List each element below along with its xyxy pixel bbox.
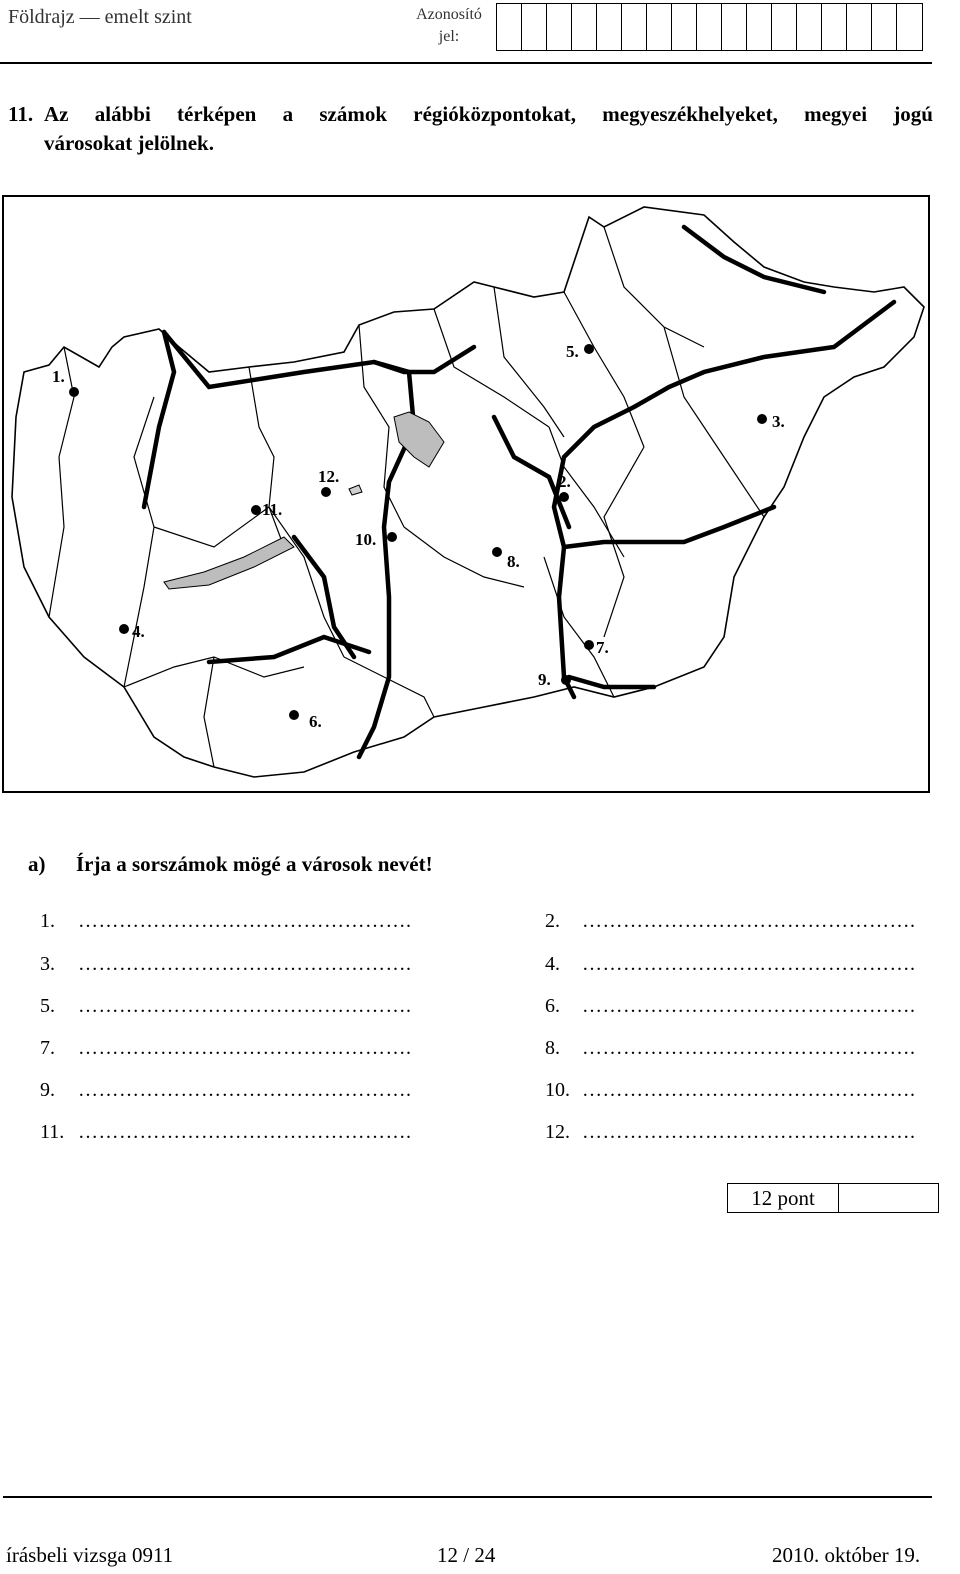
answer-number: 5.	[40, 995, 55, 1017]
question-text-line2: városokat jelölnek.	[44, 131, 214, 155]
answer-number: 10.	[545, 1079, 570, 1101]
city-label-12: 12.	[318, 467, 340, 486]
id-code-boxes[interactable]	[496, 3, 923, 51]
ipoly-river	[374, 347, 474, 372]
id-box[interactable]	[497, 4, 522, 50]
footer-page-number: 12 / 24	[437, 1543, 496, 1567]
id-box[interactable]	[572, 4, 597, 50]
answer-number: 9.	[40, 1079, 55, 1101]
answer-line[interactable]: ………………………………………….	[582, 953, 916, 975]
city-dot-10	[387, 532, 397, 542]
id-box[interactable]	[672, 4, 697, 50]
id-box[interactable]	[647, 4, 672, 50]
city-dot-8	[492, 547, 502, 557]
task-a-text: Írja a sorszámok mögé a városok nevét!	[76, 852, 433, 876]
answer-line[interactable]: ………………………………………….	[582, 1037, 916, 1059]
answer-number: 1.	[40, 910, 55, 932]
id-label	[408, 4, 490, 48]
city-dots	[69, 344, 767, 720]
map-svg	[4, 197, 928, 791]
id-box[interactable]	[722, 4, 747, 50]
footer-date: 2010. október 19.	[772, 1543, 921, 1567]
id-box[interactable]	[772, 4, 797, 50]
id-box[interactable]	[547, 4, 572, 50]
answer-number: 8.	[545, 1037, 560, 1059]
raba-river	[144, 332, 174, 507]
city-label-9: 9.	[538, 670, 551, 689]
id-box[interactable]	[897, 4, 922, 50]
task-a-label: a)	[28, 852, 46, 876]
city-dot-4	[119, 624, 129, 634]
city-label-11: 11.	[262, 500, 283, 519]
answer-number: 12.	[545, 1121, 570, 1143]
answer-line[interactable]: ………………………………………….	[582, 1079, 916, 1101]
answer-line[interactable]: ………………………………………….	[78, 1079, 412, 1101]
answer-number: 6.	[545, 995, 560, 1017]
city-label-8: 8.	[507, 552, 520, 571]
lake-velence	[349, 485, 362, 495]
lake-balaton	[164, 537, 294, 589]
answer-number: 11.	[40, 1121, 65, 1143]
city-label-7: 7.	[596, 638, 609, 657]
id-box[interactable]	[872, 4, 897, 50]
city-label-6: 6.	[309, 712, 322, 731]
id-box[interactable]	[522, 4, 547, 50]
score-label: 12 pont	[728, 1184, 839, 1212]
koros-river	[564, 507, 774, 547]
city-dot-3	[757, 414, 767, 424]
id-box[interactable]	[822, 4, 847, 50]
city-label-1: 1.	[52, 367, 65, 386]
answer-line[interactable]: ………………………………………….	[78, 1037, 412, 1059]
id-box[interactable]	[847, 4, 872, 50]
hungary-county-map	[2, 195, 930, 793]
question-text-line1: Az alábbi térképen a számok régióközpontokat, megyeszékhelyeket, megyei jogú	[44, 102, 933, 126]
city-dot-7	[584, 640, 594, 650]
footer-rule	[3, 1496, 932, 1498]
header-subject: Földrajz — emelt szint	[8, 6, 192, 28]
answer-line[interactable]: ………………………………………….	[582, 910, 916, 932]
answer-line[interactable]: ………………………………………….	[78, 995, 412, 1017]
city-dot-12	[321, 487, 331, 497]
answer-line[interactable]: ………………………………………….	[78, 953, 412, 975]
city-label-3: 3.	[772, 412, 785, 431]
city-label-5: 5.	[566, 342, 579, 361]
city-label-2: 2.	[558, 472, 571, 491]
answer-line[interactable]: ………………………………………….	[582, 1121, 916, 1143]
answer-number: 2.	[545, 910, 560, 932]
city-label-10: 10.	[355, 530, 377, 549]
footer-exam-code: írásbeli vizsga 0911	[6, 1543, 174, 1567]
answer-number: 7.	[40, 1037, 55, 1059]
id-box[interactable]	[622, 4, 647, 50]
city-dot-9	[561, 675, 571, 685]
id-box[interactable]	[597, 4, 622, 50]
id-label-line2: jel:	[438, 28, 460, 45]
score-entry-cell[interactable]	[839, 1184, 938, 1212]
answer-line[interactable]: ………………………………………….	[78, 910, 412, 932]
task-a	[28, 852, 433, 877]
city-dot-11	[251, 505, 261, 515]
city-dot-1	[69, 387, 79, 397]
city-dot-5	[584, 344, 594, 354]
answer-line[interactable]: ………………………………………….	[78, 1121, 412, 1143]
id-box[interactable]	[797, 4, 822, 50]
id-box[interactable]	[697, 4, 722, 50]
city-dot-6	[289, 710, 299, 720]
id-box[interactable]	[747, 4, 772, 50]
city-label-4: 4.	[132, 622, 145, 641]
answer-line[interactable]: ………………………………………….	[582, 995, 916, 1017]
maros-river	[569, 677, 654, 687]
question-number: 11.	[8, 102, 34, 126]
answer-number: 3.	[40, 953, 55, 975]
id-label-line1: Azonosító	[416, 6, 482, 23]
answer-number: 4.	[545, 953, 560, 975]
score-box	[727, 1183, 939, 1213]
city-labels	[52, 342, 785, 731]
city-dot-2	[559, 492, 569, 502]
header-rule	[0, 62, 932, 64]
